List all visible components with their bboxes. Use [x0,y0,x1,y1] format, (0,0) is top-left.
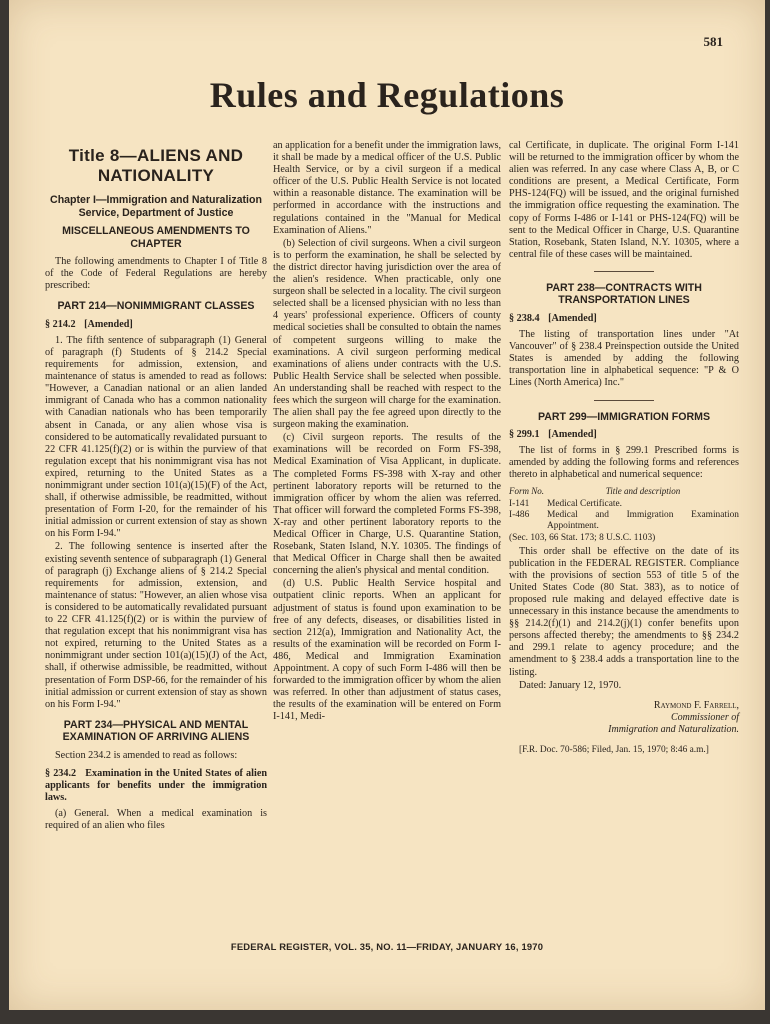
paragraph: This order shall be effective on the date of its publication in the FEDERAL REGISTER. Compliance with the provisions of section 553 of title 5 of the United States Code (80 Stat. 383), as to notice of proposed rule making and delayed effective date is unnecessary in this instance because the amendments to §§ 214.2(f)(1) and 214.2(j)(1) confer benefits upon persons affected thereby; the amendments to §§ 234.2 and 299.1 relate to agency procedure; and the amendment to § 238.4 adds a transportation line to the listing. [509,545,739,678]
page-number: 581 [703,34,723,49]
section-234-2-heading [45,768,267,804]
form-description: Medical and Immigration Examination Appointment. [547,510,739,532]
title-heading: Title 8—ALIENS AND NATIONALITY [68,146,244,185]
table-row [509,510,739,532]
divider [594,400,654,401]
paragraph: cal Certificate, in duplicate. The original Form I-141 will be returned to the immigration officer by whom the alien was referred. In any case where Class A, B, or C conditions are present, a Medical Certificate, Form PHS-124(FQ) will be issued, and the original furnished the immigration office requesting the examination. The copy of Forms I-486 or I-141 or PHS-124(FQ) will be sent to the Medical Officer in Charge, U.S. Quarantine Station, Rosebank, Staten Island, N.Y. 10305, where a central file of these cases will be maintained. [509,140,739,260]
form-description: Medical Certificate. [547,499,622,510]
table-row [509,499,739,510]
section-title: Examination in the United States of alien applicants for benefits under the immigration laws. [45,767,268,804]
paragraph: an application for a benefit under the immigration laws, it shall be made by a medical officer of the U.S. Public Health Service, or by a civil surgeon if a medical officer of the U.S. Public Health Service is not located within a reasonable distance. The examination will be performed in accordance with the instructions and regulations contained in the "Manual for Medical Examination of Aliens." [273,140,501,236]
paragraph: Section 234.2 is amended to read as follows: [55,749,238,761]
signer-agency: Immigration and Naturalization. [608,723,739,735]
table-header-form: Form No. [509,486,545,497]
section-number: § 214.2 [45,318,76,330]
amended-label: [Amended] [84,318,133,330]
form-number: I-141 [509,499,530,510]
chapter-heading: Chapter I—Immigration and Naturalization Service, Department of Justice [50,194,262,219]
amended-label: [Amended] [548,429,597,440]
forms-table-header [509,485,739,497]
amended-label: [Amended] [548,312,597,324]
column-2 [273,140,501,725]
dated-line: Dated: January 12, 1970. [519,679,622,691]
misc-heading: MISCELLANEOUS AMENDMENTS TO CHAPTER [62,225,250,250]
intro-paragraph: The following amendments to Chapter I of Title 8 of the Code of Federal Regulations are hereby prescribed: [45,256,267,292]
paragraph: (b) Selection of civil surgeons. When a civil surgeon is to perform the examination, he shall be selected by the district director having jurisdiction over the area of the alien's residence. When practicable, only one surgeon shall be selected in a locality. The civil surgeon selected shall be a licensed physician with no less than 4 years' professional experience. Officers of county medical societies shall be consulted to obtain the names of competent surgeons willing to make the examinations. A civil surgeon performing medical examinations of aliens under contracts with the U.S. Public Health Service shall be selected when possible. An understanding shall be reached with respect to the fees which the surgeon will charge for the examination. The alien shall pay the fee agreed upon directly to the surgeon making the examination. [273,237,501,431]
paragraph: The listing of transportation lines under "At Vancouver" of § 238.4 Preinspection outside the United States is amended by adding the following transportation line in alphabetical sequence: "P & O Lines (North America) Inc." [509,329,739,389]
signature-block [509,700,739,736]
column-3 [509,140,739,757]
signer-name: Raymond F. Farrell, [653,699,739,711]
page-footer: FEDERAL REGISTER, VOL. 35, NO. 11—FRIDAY, JANUARY 16, 1970 [230,941,544,952]
paragraph: The list of forms in § 299.1 Prescribed forms is amended by adding the following forms and references thereto in alphabetical and numerical sequence: [509,445,739,481]
section-214-2-heading [45,319,267,331]
signer-title: Commissioner of [670,711,739,723]
divider [594,271,654,272]
paragraph: 1. The fifth sentence of subparagraph (1) General of paragraph (f) Students of § 214.2 Special requirements for admission, extension, and maintenance of status is amended to read as follows: "However, a Canadian national or an alien landed immigrant of Canada who has a common nationality with Canadian nationals who has been temporarily absent in Canada, or any alien whose visa is considered to be automatically revalidated pursuant to 22 CFR 41.125(f)(2) or is within the purview of that regulation except that his nonimmigrant visa has not expired, returning to the United States as a nonimmigrant under section 101(a)(15)(F) of the Act, shall, if otherwise admissible, be readmitted, without presentation of Form I-20, for the remainder of his initial admission or current extension of stay as shown on his Form I-94." [45,334,267,540]
section-238-4-heading [509,313,739,325]
section-number: § 238.4 [509,312,540,324]
part-214-heading: PART 214—NONIMMIGRANT CLASSES [57,300,255,313]
paragraph: (c) Civil surgeon reports. The results of the examinations will be recorded on Form FS-398, Medical Examination of Visa Applicant, in duplicate. The completed Forms FS-398 with X-ray and other pertinent laboratory reports will be returned to the immigration officer by whom the alien was referred. That officer will forward the completed Forms FS-398, X-ray and other pertinent laboratory reports to the Medical Officer in Charge, U.S. Quarantine Station, Rosebank, Staten Island, N.Y. 10305. The findings of that Medical Officer in Charge shall then be awaited concerning the alien's physical and mental condition. [273,432,501,577]
document-page [9,0,765,1010]
paragraph: 2. The following sentence is inserted after the existing seventh sentence of subparagraph (1) General of paragraph (j) Exchange aliens of § 214.2 Special requirements for admission, extension, and maintenance of status: "However, an alien whose visa is considered to be automatically revalidated pursuant to 22 CFR 41.125(f)(2) or is within the purview of that regulation except that his nonimmigrant visa has not expired, returning to the United States as a nonimmigrant under section 101(a)(15)(J) of the Act, shall, if otherwise admissible, be readmitted, without presentation of Form DSP-66, for the remainder of his initial admission or current extension of stay as shown on his Form I-94." [45,541,267,710]
fr-doc-line: [F.R. Doc. 70-586; Filed, Jan. 15, 1970; 8:46 a.m.] [519,744,709,755]
paragraph: (a) General. When a medical examination is required of an alien who files [45,808,267,832]
page-title: Rules and Regulations [209,75,565,115]
table-header-title: Title and description [605,486,681,497]
section-299-1-heading [509,429,739,441]
column-1 [45,140,267,833]
form-number: I-486 [509,510,530,521]
section-number: § 234.2 [45,767,77,779]
part-299-heading: PART 299—IMMIGRATION FORMS [537,410,711,423]
section-number: § 299.1 [509,429,540,440]
part-238-heading: PART 238—CONTRACTS WITH TRANSPORTATION LINES [546,281,702,307]
paragraph: (d) U.S. Public Health Service hospital and outpatient clinic reports. When an applicant for adjustment of status is found upon examination to be free of any defects, diseases, or disabilities listed in section 212(a), Immigration and Nationality Act, the results of the examination will be recorded on Form I-486, Medical and Immigration Examination Appointment. A copy of such Form I-486 will then be forwarded to the immigration officer by whom the alien was referred. In other than adjustment of status cases, the results of the examination will be entered on Form I-141, Medi- [273,578,501,723]
citation: (Sec. 103, 66 Stat. 173; 8 U.S.C. 1103) [509,533,656,544]
part-234-heading: PART 234—PHYSICAL AND MENTAL EXAMINATION OF ARRIVING ALIENS [62,718,250,744]
